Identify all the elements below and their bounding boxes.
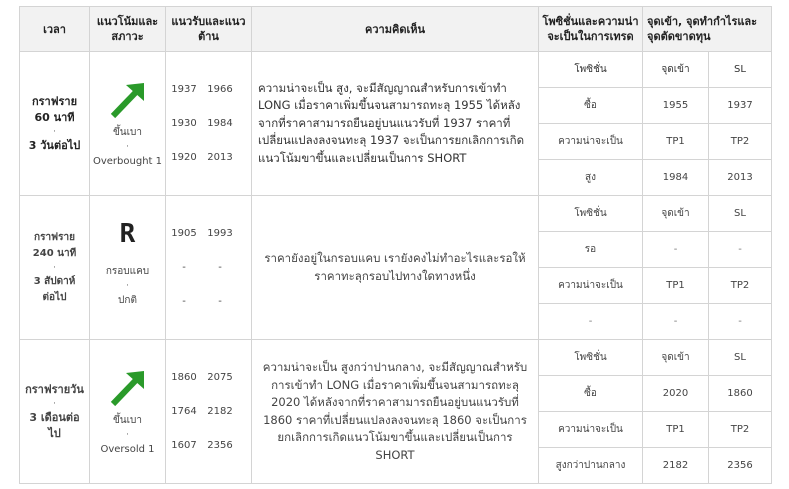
position-value: ซื้อ: [539, 376, 643, 412]
header-time: เวลา: [20, 7, 90, 52]
position-label: โพซิชั่น: [539, 196, 643, 232]
position-label: โพซิชั่น: [539, 52, 643, 88]
letter-r-icon: R: [119, 219, 136, 249]
support-resistance-cell: 1937 1966 1930 1984 1920 2013: [166, 52, 252, 196]
opinion-cell: ความน่าจะเป็น สูงกว่าปานกลาง, จะมีสัญญาณสำหรับการเข้าทำ LONG เมื่อราคาเพิ่มขึ้นจนสามารถทะลุ 2020 ได้หลังจากที่ราคาสามารถยืนอยู่บนแนวรับที่ 1860 ราคาที่เปลี่ยนแปลงลงจนทะลุ 1860 จะเป็นการยกเลิกการเกิดแนวโน้มขาขึ้นและเปลี่ยนเป็นการ SHORT: [252, 340, 539, 484]
timeframe-cell: กราฟรายวัน · 3 เดือนต่อ ไป: [20, 340, 90, 484]
timeframe-cell: กราฟราย 60 นาที · 3 วันต่อไป: [20, 52, 90, 196]
sl-value: -: [709, 232, 772, 268]
tp2-label: TP2: [709, 412, 772, 448]
probability-label: ความน่าจะเป็น: [539, 268, 643, 304]
entry-label: จุดเข้า: [643, 196, 709, 232]
arrow-up-right-icon: [108, 367, 148, 409]
timeframe-cell: กราฟราย 240 นาที · 3 สัปดาห์ ต่อไป: [20, 196, 90, 340]
tp1-label: TP1: [643, 412, 709, 448]
table-row: [20, 196, 772, 232]
header-entry-tp-sl: จุดเข้า, จุดทำกำไรและ จุดตัดขาดทุน: [643, 7, 772, 52]
header-row: [20, 7, 772, 52]
support-resistance-cell: 1860 2075 1764 2182 1607 2356: [166, 340, 252, 484]
tp2-value: 2356: [709, 448, 772, 484]
header-support-resistance: แนวรับและแนว ต้าน: [166, 7, 252, 52]
entry-value: 2020: [643, 376, 709, 412]
header-trend: แนวโน้มและ สภาวะ: [90, 7, 166, 52]
sl-value: 1937: [709, 88, 772, 124]
trading-table: [19, 6, 772, 484]
opinion-cell: ราคายังอยู่ในกรอบแคบ เรายังคงไม่ทำอะไรและรอให้ราคาทะลุกรอบไปทางใดทางหนึ่ง: [252, 196, 539, 340]
tp2-value: 2013: [709, 160, 772, 196]
position-value: ซื้อ: [539, 88, 643, 124]
entry-value: 1955: [643, 88, 709, 124]
tp2-label: TP2: [709, 124, 772, 160]
opinion-cell: ความน่าจะเป็น สูง, จะมีสัญญาณสำหรับการเข้าทำ LONG เมื่อราคาเพิ่มขึ้นจนสามารถทะลุ 1955 ได้หลังจากที่ราคาสามารถยืนอยู่บนแนวรับที่ 1937 ราคาที่เปลี่ยนแปลงลงจนทะลุ 1937 จะเป็นการยกเลิกการเกิดแนวโน้มขาขึ้นและเปลี่ยนเป็นการ SHORT: [252, 52, 539, 196]
entry-label: จุดเข้า: [643, 52, 709, 88]
position-value: รอ: [539, 232, 643, 268]
position-label: โพซิชั่น: [539, 340, 643, 376]
header-position: โพซิชั่นและความน่า จะเป็นในการเทรด: [539, 7, 643, 52]
arrow-up-right-icon: [108, 79, 148, 121]
trend-cell: ขึ้นเบา · Overbought 1: [90, 52, 166, 196]
tp2-label: TP2: [709, 268, 772, 304]
trend-cell: R กรอบแคบ · ปกติ: [90, 196, 166, 340]
probability-label: ความน่าจะเป็น: [539, 124, 643, 160]
probability-value: -: [539, 304, 643, 340]
header-opinion: ความคิดเห็น: [252, 7, 539, 52]
sl-label: SL: [709, 52, 772, 88]
tp1-value: 2182: [643, 448, 709, 484]
trading-table-container: [19, 6, 771, 484]
sl-label: SL: [709, 340, 772, 376]
entry-label: จุดเข้า: [643, 340, 709, 376]
probability-label: ความน่าจะเป็น: [539, 412, 643, 448]
tp1-label: TP1: [643, 124, 709, 160]
tp1-label: TP1: [643, 268, 709, 304]
sl-label: SL: [709, 196, 772, 232]
table-row: [20, 52, 772, 88]
tp2-value: -: [709, 304, 772, 340]
tp1-value: 1984: [643, 160, 709, 196]
trend-cell: ขึ้นเบา · Oversold 1: [90, 340, 166, 484]
table-row: [20, 340, 772, 376]
probability-value: สูงกว่าปานกลาง: [539, 448, 643, 484]
probability-value: สูง: [539, 160, 643, 196]
entry-value: -: [643, 232, 709, 268]
sl-value: 1860: [709, 376, 772, 412]
tp1-value: -: [643, 304, 709, 340]
support-resistance-cell: 1905 1993 - - - -: [166, 196, 252, 340]
